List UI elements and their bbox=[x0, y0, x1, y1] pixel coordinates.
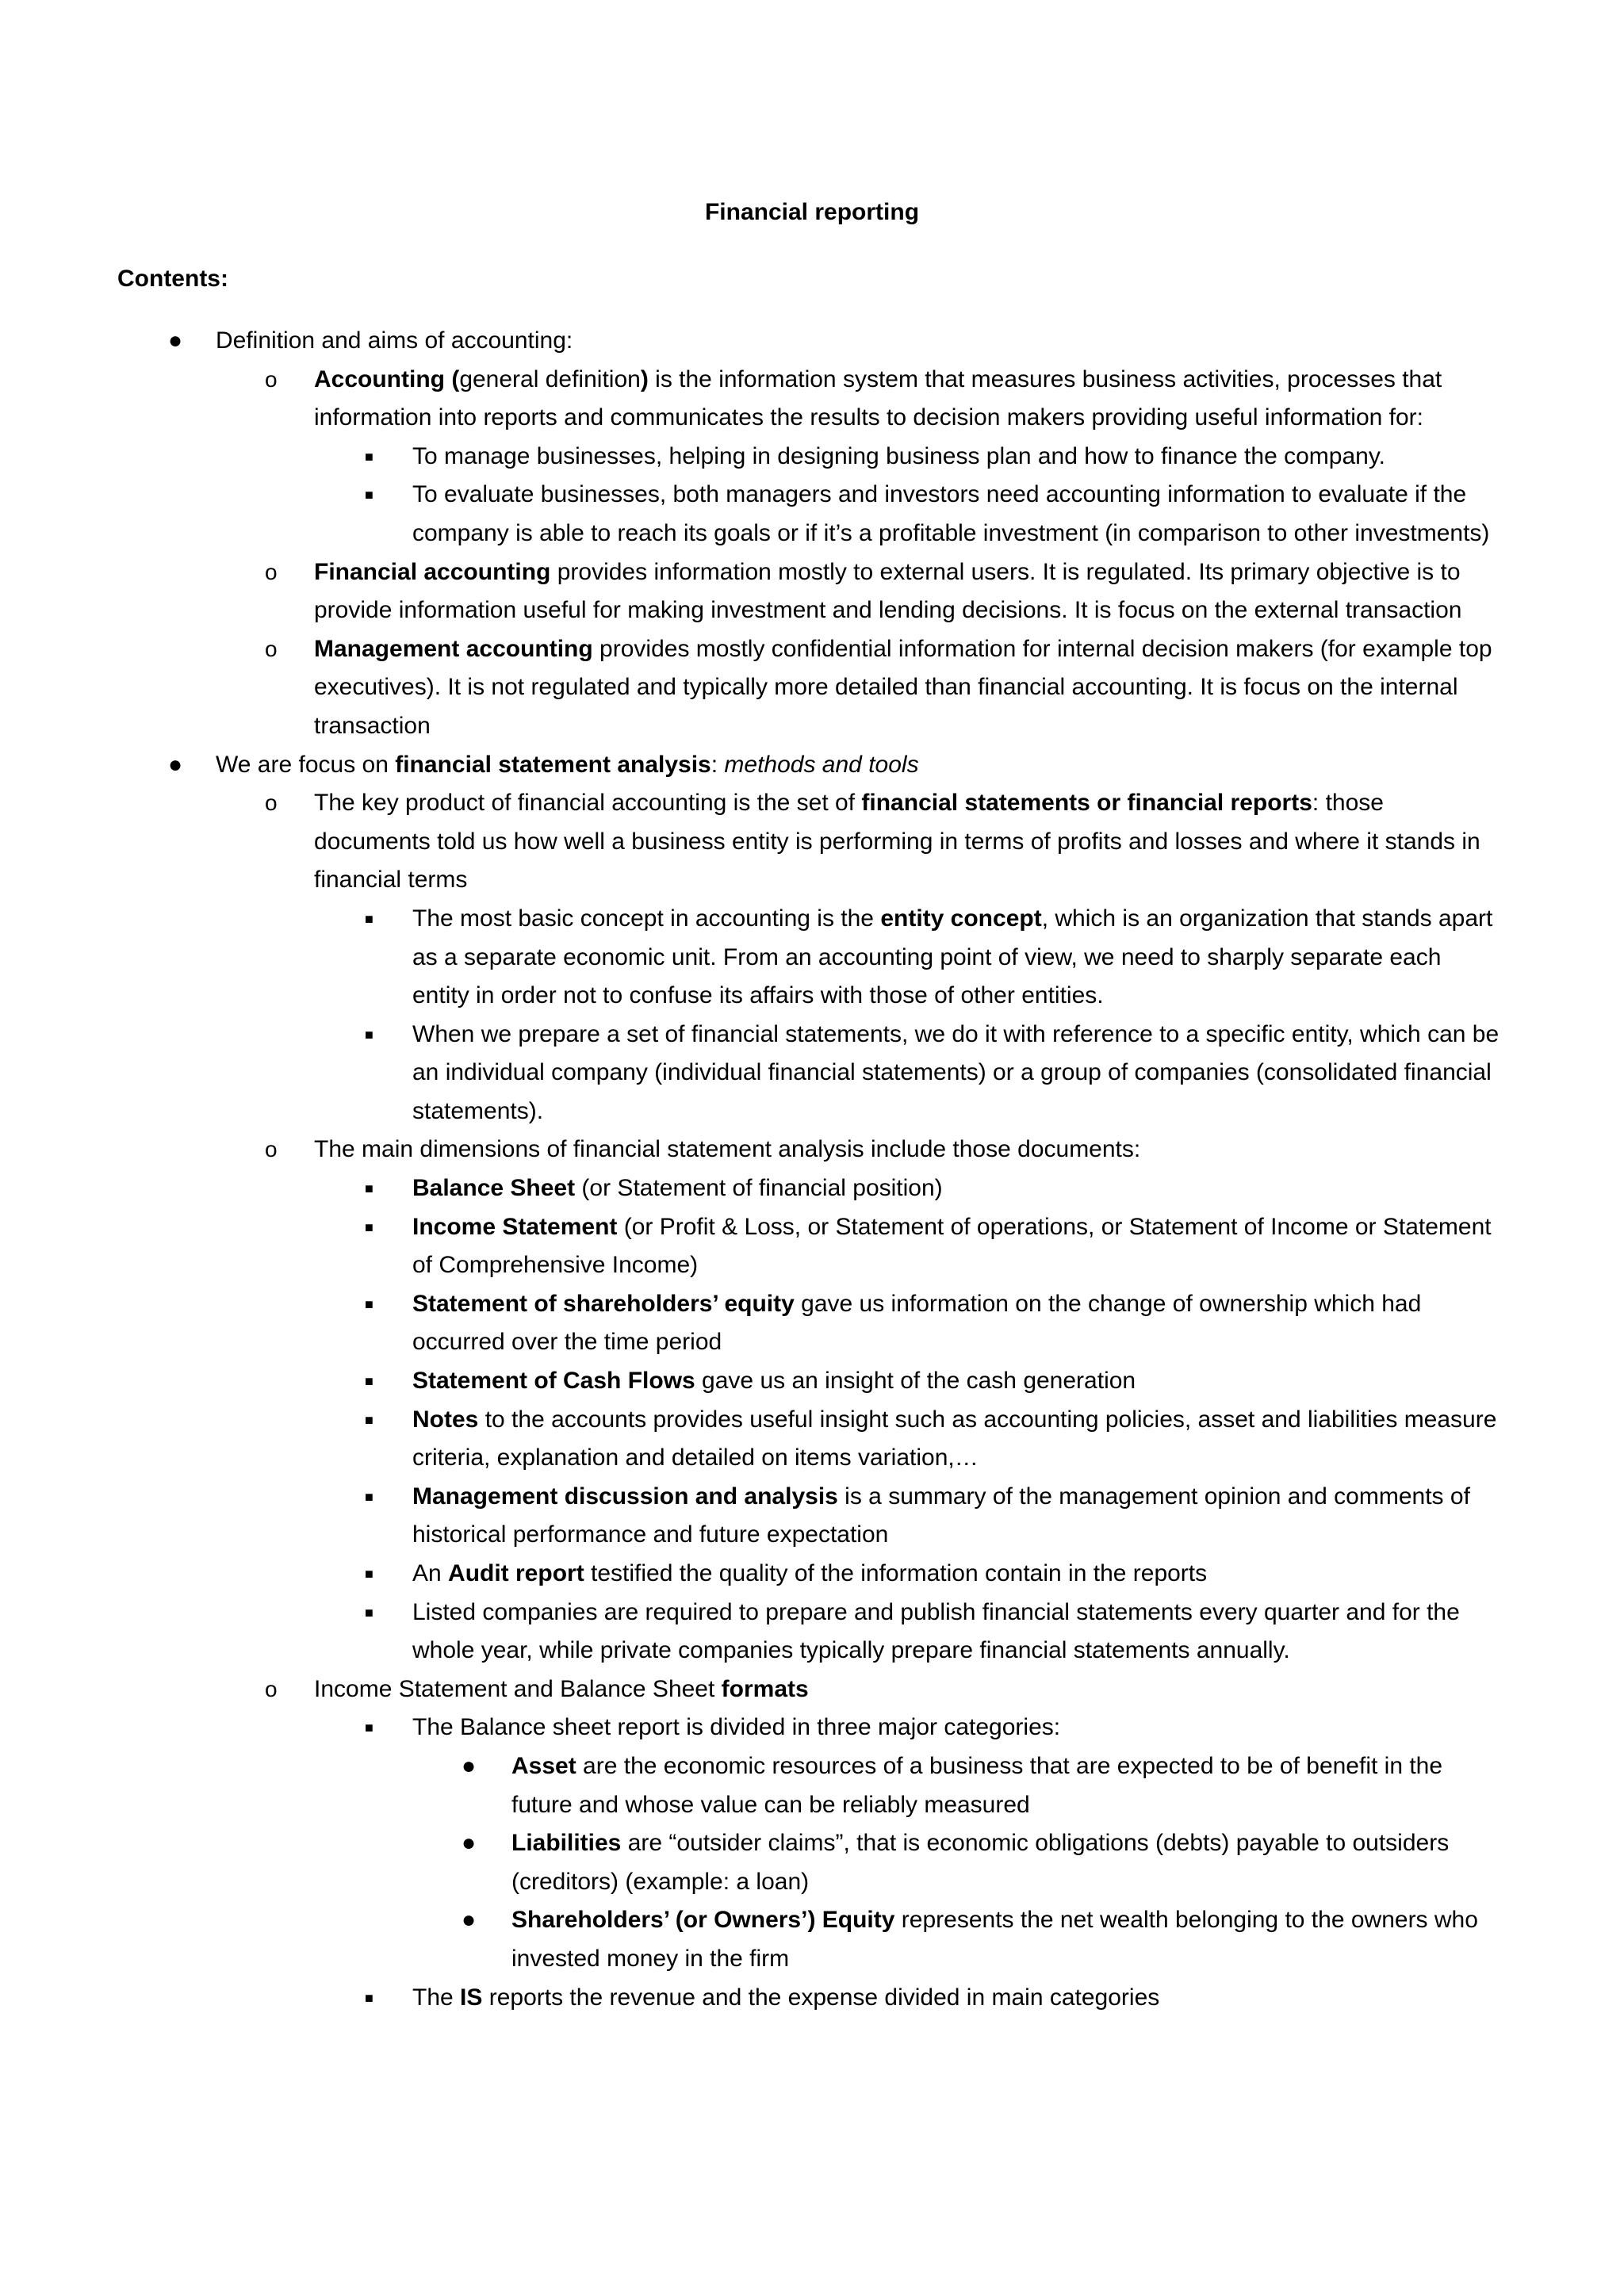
bullet-marker-icon: ■ bbox=[365, 448, 373, 465]
bullet-marker-icon: o bbox=[265, 1137, 278, 1162]
bullet-marker-icon: o bbox=[265, 559, 278, 584]
list-item bbox=[0, 438, 1500, 476]
bullet-marker-icon: ■ bbox=[365, 1181, 373, 1197]
list-item bbox=[0, 1478, 1500, 1555]
page-title: Financial reporting bbox=[704, 199, 920, 225]
bullet-marker-icon: ● bbox=[462, 1907, 477, 1934]
bullet-marker-icon: ■ bbox=[365, 1026, 373, 1043]
list-item bbox=[0, 746, 1500, 785]
text-run: provides mostly confidential information for internal decision makers (for example top executives). It is not regulated and typically more detailed than financial accounting. It is focus on the internal transaction bbox=[314, 635, 1492, 739]
list-item-text bbox=[216, 322, 1500, 361]
list-item bbox=[0, 1285, 1500, 1362]
contents-heading: Contents: bbox=[117, 266, 228, 292]
text-run: We are focus on bbox=[216, 751, 396, 778]
bullet-marker-icon: ● bbox=[168, 751, 183, 778]
text-run: , which is an organization that stands apart as a separate economic unit. From an accounting point of view, we need to sharply separate each entity in order not to confuse its affairs with those of other entities. bbox=[412, 905, 1493, 1009]
list-item bbox=[0, 553, 1500, 630]
text-run: Listed companies are required to prepare and publish financial statements every quarter and for the whole year, while private companies typically prepare financial statements annually. bbox=[412, 1598, 1460, 1664]
list-item-text bbox=[412, 1594, 1500, 1670]
text-run: To manage businesses, helping in designing business plan and how to finance the company. bbox=[412, 442, 1385, 469]
list-item-text bbox=[511, 1824, 1500, 1901]
text-run: financial statements or financial reports bbox=[861, 790, 1312, 817]
list-item-text bbox=[216, 746, 1500, 785]
text-run: Statement of Cash Flows bbox=[412, 1368, 695, 1395]
list-item-text bbox=[511, 1747, 1500, 1824]
text-run: Income Statement and Balance Sheet bbox=[314, 1675, 722, 1702]
text-run: are the economic resources of a business that are expected to be of benefit in the future and whose value can be reliably measured bbox=[511, 1752, 1443, 1818]
text-run: IS bbox=[460, 1984, 483, 2011]
list-item bbox=[0, 1131, 1500, 1169]
text-run: gave us an insight of the cash generation bbox=[695, 1368, 1136, 1395]
list-item bbox=[0, 784, 1500, 900]
list-item bbox=[0, 1016, 1500, 1131]
list-item-text bbox=[412, 1169, 1500, 1208]
bullet-marker-icon: ■ bbox=[365, 1295, 373, 1312]
text-run: Accounting ( bbox=[314, 365, 460, 392]
text-run: Management accounting bbox=[314, 635, 593, 662]
list-item bbox=[0, 1208, 1500, 1285]
text-run: ) bbox=[640, 365, 649, 392]
list-item-text bbox=[511, 1901, 1500, 1978]
bullet-marker-icon: ■ bbox=[365, 1989, 373, 2006]
text-run: An bbox=[412, 1560, 449, 1586]
list-item-text bbox=[314, 553, 1500, 630]
bullet-marker-icon: ● bbox=[462, 1830, 477, 1857]
bullet-marker-icon: ■ bbox=[365, 1604, 373, 1621]
text-run: is a summary of the management opinion and comments of historical performance and future expectation bbox=[412, 1483, 1470, 1548]
bullet-marker-icon: ■ bbox=[365, 1219, 373, 1235]
list-item-text bbox=[412, 1362, 1500, 1401]
list-item-text bbox=[412, 1016, 1500, 1131]
text-run: The most basic concept in accounting is the bbox=[412, 905, 881, 932]
list-item bbox=[0, 322, 1500, 361]
list-item bbox=[0, 1901, 1500, 1978]
list-item-text bbox=[412, 476, 1500, 553]
bullet-marker-icon: ● bbox=[168, 327, 183, 354]
list-item-text bbox=[412, 1555, 1500, 1594]
list-item bbox=[0, 1979, 1500, 2018]
list-item bbox=[0, 1169, 1500, 1208]
list-item-text bbox=[412, 1979, 1500, 2018]
list-item bbox=[0, 1401, 1500, 1478]
list-item bbox=[0, 1594, 1500, 1670]
list-item bbox=[0, 1670, 1500, 1709]
list-item bbox=[0, 630, 1500, 746]
bullet-marker-icon: ■ bbox=[365, 1488, 373, 1505]
text-run: The main dimensions of financial statement analysis include those documents: bbox=[314, 1136, 1141, 1163]
text-run: : bbox=[710, 751, 725, 778]
text-run: reports the revenue and the expense divided in main categories bbox=[482, 1984, 1160, 2011]
text-run: provides information mostly to external users. It is regulated. Its primary objective is to provide information useful for making investment and lending decisions. It is focus on the external transaction bbox=[314, 558, 1462, 624]
list-item-text bbox=[412, 438, 1500, 476]
list-item bbox=[0, 476, 1500, 553]
text-run: Audit report bbox=[448, 1560, 584, 1586]
bullet-marker-icon: ● bbox=[462, 1752, 477, 1779]
text-run: : those documents told us how well a business entity is performing in terms of profits and losses and where it stands in financial terms bbox=[314, 790, 1480, 894]
list-item-text bbox=[412, 1401, 1500, 1478]
list-item bbox=[0, 361, 1500, 438]
text-run: Notes bbox=[412, 1406, 479, 1433]
bullet-marker-icon: o bbox=[265, 1676, 278, 1701]
text-run: formats bbox=[721, 1675, 809, 1702]
text-run: Shareholders’ (or Owners’) Equity bbox=[511, 1907, 895, 1934]
bullet-marker-icon: ■ bbox=[365, 1720, 373, 1736]
bullet-marker-icon: ■ bbox=[365, 1566, 373, 1582]
list-item-text bbox=[412, 1709, 1500, 1747]
list-item-text bbox=[314, 361, 1500, 438]
text-run: are “outsider claims”, that is economic obligations (debts) payable to outsiders (creditors) (example: a loan) bbox=[511, 1830, 1450, 1895]
text-run: Asset bbox=[511, 1752, 576, 1779]
text-run: to the accounts provides useful insight such as accounting policies, asset and liabilities measure criteria, explanation and detailed on items variation,… bbox=[412, 1406, 1497, 1471]
bullet-marker-icon: ■ bbox=[365, 487, 373, 503]
text-run: Management discussion and analysis bbox=[412, 1483, 838, 1510]
bullet-marker-icon: ■ bbox=[365, 910, 373, 927]
outline-list bbox=[0, 322, 1624, 2017]
list-item-text bbox=[314, 630, 1500, 746]
list-item bbox=[0, 1747, 1500, 1824]
text-run: The key product of financial accounting is the set of bbox=[314, 790, 862, 817]
text-run: Statement of shareholders’ equity bbox=[412, 1290, 795, 1317]
bullet-marker-icon: o bbox=[265, 636, 278, 661]
list-item-text bbox=[412, 900, 1500, 1016]
list-item-text bbox=[314, 1131, 1500, 1169]
text-run: Liabilities bbox=[511, 1830, 622, 1857]
text-run: Balance Sheet bbox=[412, 1175, 576, 1202]
text-run: entity concept bbox=[880, 905, 1042, 932]
text-run: financial statement analysis bbox=[395, 751, 711, 778]
text-run: The bbox=[412, 1984, 461, 2011]
bullet-marker-icon: o bbox=[265, 366, 278, 392]
list-item-text bbox=[412, 1478, 1500, 1555]
bullet-marker-icon: ■ bbox=[365, 1411, 373, 1428]
text-run: gave us information on the change of ownership which had occurred over the time period bbox=[412, 1290, 1422, 1356]
bullet-marker-icon: o bbox=[265, 790, 278, 816]
list-item bbox=[0, 1362, 1500, 1401]
text-run: is the information system that measures business activities, processes that information into reports and communicates the results to decision makers providing useful information for: bbox=[314, 365, 1442, 431]
list-item bbox=[0, 900, 1500, 1016]
list-item bbox=[0, 1555, 1500, 1594]
bullet-marker-icon: ■ bbox=[365, 1373, 373, 1390]
text-run: testified the quality of the information contain in the reports bbox=[584, 1560, 1208, 1586]
text-run: methods and tools bbox=[724, 751, 919, 778]
text-run: The Balance sheet report is divided in three major categories: bbox=[412, 1714, 1061, 1741]
text-run: represents the net wealth belonging to the owners who invested money in the firm bbox=[511, 1907, 1478, 1972]
list-item-text bbox=[412, 1208, 1500, 1285]
list-item bbox=[0, 1709, 1500, 1747]
text-run: (or Statement of financial position) bbox=[575, 1175, 943, 1202]
list-item-text bbox=[314, 784, 1500, 900]
list-item-text bbox=[314, 1670, 1500, 1709]
text-run: To evaluate businesses, both managers and investors need accounting information to evaluate if the company is able to reach its goals or if it’s a profitable investment (in comparison to other investments) bbox=[412, 481, 1490, 546]
list-item bbox=[0, 1824, 1500, 1901]
text-run: (or Profit & Loss, or Statement of operations, or Statement of Income or Statement of Comprehensive Income) bbox=[412, 1213, 1492, 1279]
text-run: When we prepare a set of financial statements, we do it with reference to a specific entity, which can be an individual company (individual financial statements) or a group of companies (consolidated financial statements). bbox=[412, 1020, 1500, 1124]
text-run: Definition and aims of accounting: bbox=[216, 327, 573, 354]
text-run: Financial accounting bbox=[314, 558, 551, 585]
text-run: Income Statement bbox=[412, 1213, 618, 1240]
text-run: general definition bbox=[459, 365, 641, 392]
list-item-text bbox=[412, 1285, 1500, 1362]
